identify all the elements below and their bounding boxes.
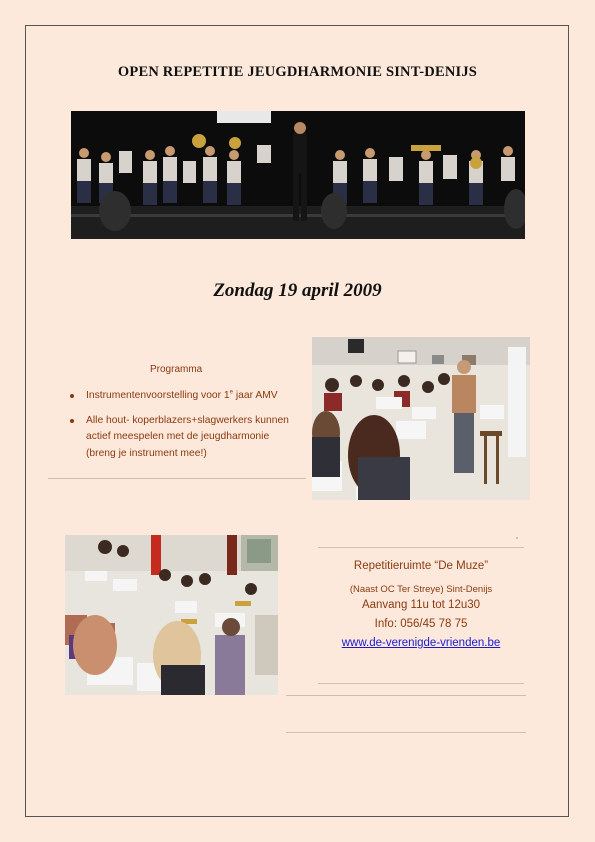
band-stage-photo	[71, 111, 525, 239]
rehearsal-players-photo	[65, 535, 278, 695]
rehearsal-room-photo	[312, 337, 530, 500]
event-time: Aanvang 11u tot 12u30	[361, 599, 481, 611]
program-heading: Programma	[150, 364, 203, 375]
program-item-2-line-1: Alle hout- koperblazers+slagwerkers kunnen	[86, 414, 289, 426]
venue-address: (Naast OC Ter Streye) Sint-Denijs	[349, 584, 493, 595]
venue-name: Repetitieruimte “De Muze”	[353, 560, 489, 572]
event-date: Zondag 19 april 2009	[213, 280, 382, 301]
list-item	[68, 413, 304, 463]
page-title: OPEN REPETITIE JEUGDHARMONIE SINT-DENIJS	[117, 64, 478, 80]
divider	[48, 478, 306, 479]
program-item-2-line-3: (breng je instrument mee!)	[86, 447, 207, 459]
list-item	[68, 388, 304, 405]
program-item-1-sup: e	[229, 389, 234, 396]
divider	[286, 732, 526, 733]
divider	[318, 683, 524, 684]
decorative-dot	[516, 537, 518, 539]
program-item-2-line-2: actief meespelen met de jeugdharmonie	[86, 431, 270, 442]
website-link[interactable]: www.de-verenigde-vrienden.be	[341, 637, 501, 649]
program-item-1-tail: jaar AMV	[233, 390, 278, 401]
program-item-1-text: Instrumentenvoorstelling voor 1	[86, 390, 230, 401]
phone-number: Info: 056/45 78 75	[374, 618, 468, 630]
divider	[286, 695, 526, 696]
divider	[318, 547, 524, 548]
bullet-icon	[70, 419, 74, 423]
bullet-icon	[70, 394, 74, 398]
program-list	[68, 388, 304, 470]
